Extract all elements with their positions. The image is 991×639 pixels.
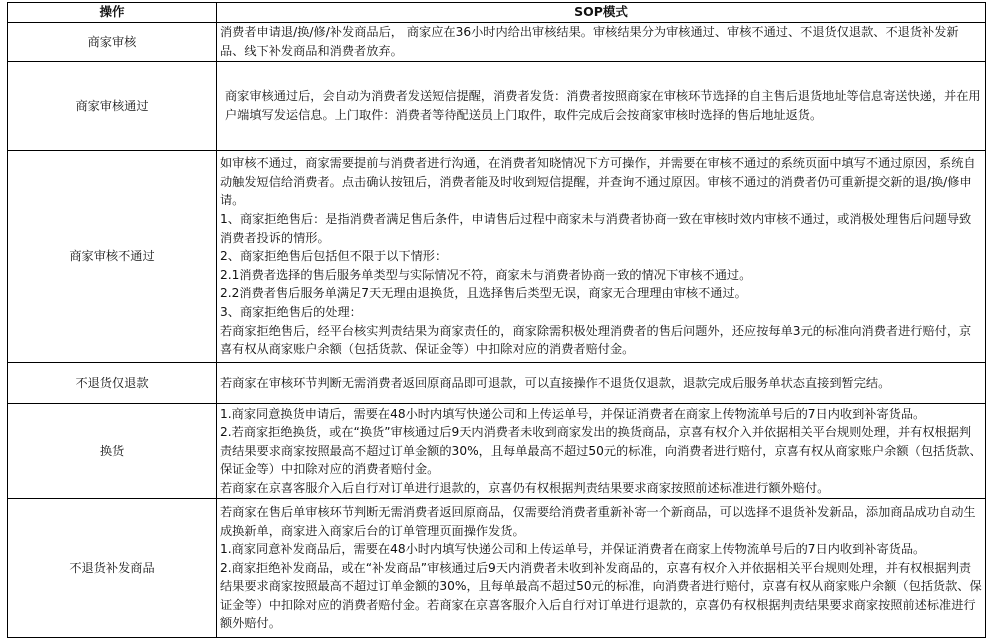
table-row bbox=[8, 62, 986, 151]
table-row bbox=[8, 151, 986, 363]
sop-paragraph: 2.若商家拒绝换货，或在“换货”审核通过后9天内消费者未收到商家发出的换货商品，京喜有权介入并依据相关平台规则处理，并有权根据判责结果要求商家按照最高不超过订单金额的30%，且每单最高不超过50元的标准，向消费者进行赔付，京喜有权从商家账户余额（包括货款、保证金等）中扣除对应的消费者赔付金。 bbox=[220, 425, 982, 477]
sop-paragraph: 3、商家拒绝售后的处理： bbox=[220, 304, 362, 319]
sop-paragraph: 1.商家同意补发商品后，需要在48小时内填写快递公司和上传运单号，并保证消费者在商家上传物流单号后的7日内收到补寄货品。 bbox=[220, 542, 926, 557]
sop-paragraph: 如审核不通过，商家需要提前与消费者进行沟通，在消费者知晓情况下方可操作，并需要在审核不通过的系统页面中填写不通过原因，系统自动触发短信给消费者。点击确认按钮后，消费者能及时收到短信提醒，并查询不通过原因。审核不通过的消费者仍可重新提交新的退/换/修申请。 bbox=[220, 156, 976, 208]
operation-cell: 商家审核不通过 bbox=[8, 151, 217, 363]
sop-paragraph: 2.2消费者售后服务单满足7天无理由退换货，且选择售后类型无误，商家无合理理由审核不通过。 bbox=[220, 286, 747, 301]
sop-paragraph: 1.商家同意换货申请后，需要在48小时内填写快递公司和上传运单号，并保证消费者在商家上传物流单号后的7日内收到补寄货品。 bbox=[220, 406, 926, 421]
sop-cell bbox=[217, 151, 986, 363]
sop-paragraph: 2.商家拒绝补发商品，或在“补发商品”审核通过后9天内消费者未收到补发商品的，京喜有权介入并依据相关平台规则处理，并有权根据判责结果要求商家按照最高不超过订单金额的30%，且每单最高不超过50元的标准，向消费者进行赔付，京喜有权从商家账户余额（包括货款、保证金等）中扣除对应的消费者赔付金。若商家在京喜客服介入后自行对订单进行退款的，京喜仍有权根据判责结果要求商家按照前述标准进行额外赔付。 bbox=[220, 560, 982, 631]
sop-cell bbox=[217, 62, 986, 151]
sop-paragraph: 若商家在审核环节判断无需消费者返回原商品即可退款，可以直接操作不退货仅退款，退款完成后服务单状态直接到暂完结。 bbox=[220, 375, 891, 390]
sop-paragraph: 若商家拒绝售后，经平台核实判责结果为商家责任的，商家除需积极处理消费者的售后问题外，还应按每单3元的标准向消费者进行赔付，京喜有权从商家账户余额（包括货款、保证金等）中扣除对应的消费者赔付金。 bbox=[220, 323, 972, 357]
sop-cell bbox=[217, 404, 986, 499]
header-operation: 操作 bbox=[8, 3, 217, 23]
table-row bbox=[8, 404, 986, 499]
sop-paragraph: 2.1消费者选择的售后服务单类型与实际情况不符，商家未与消费者协商一致的情况下审核不通过。 bbox=[220, 267, 752, 282]
operation-cell: 商家审核通过 bbox=[8, 62, 217, 151]
sop-paragraph: 消费者申请退/换/修/补发商品后， 商家应在36小时内给出审核结果。审核结果分为审核通过、审核不通过、不退货仅退款、不退货补发新品、线下补发商品和消费者放弃。 bbox=[220, 25, 959, 58]
operation-cell: 换货 bbox=[8, 404, 217, 499]
sop-paragraph: 商家审核通过后，会自动为消费者发送短信提醒，消费者发货：消费者按照商家在审核环节选择的自主售后退货地址等信息寄送快递，并在用户端填写发运信息。上门取件：消费者等待配送员上门取件，取件完成后会按商家审核时选择的售后地址返货。 bbox=[225, 89, 981, 122]
table-row bbox=[8, 499, 986, 638]
table-row bbox=[8, 363, 986, 404]
sop-paragraph: 1、商家拒绝售后：是指消费者满足售后条件，申请售后过程中商家未与消费者协商一致在审核时效内审核不通过，或消极处理售后问题导致消费者投诉的情形。 bbox=[220, 212, 972, 245]
sop-cell bbox=[217, 23, 986, 62]
sop-paragraph: 2、商家拒绝售后包括但不限于以下情形： bbox=[220, 249, 448, 264]
sop-cell bbox=[217, 499, 986, 638]
sop-table bbox=[7, 2, 986, 638]
table-row bbox=[8, 23, 986, 62]
sop-cell bbox=[217, 363, 986, 404]
header-row bbox=[8, 3, 986, 23]
operation-cell: 不退货补发商品 bbox=[8, 499, 217, 638]
operation-cell: 不退货仅退款 bbox=[8, 363, 217, 404]
sop-paragraph: 若商家在售后单审核环节判断无需消费者返回原商品，仅需要给消费者重新补寄一个新商品，可以选择不退货补发新品，添加商品成功自动生成换新单，商家进入商家后台的订单管理页面操作发货。 bbox=[220, 504, 976, 538]
sop-paragraph: 若商家在京喜客服介入后自行对订单进行退款的，京喜仍有权根据判责结果要求商家按照前述标准进行额外赔付。 bbox=[220, 480, 830, 495]
operation-cell: 商家审核 bbox=[8, 23, 217, 62]
header-sop: SOP模式 bbox=[217, 3, 986, 23]
